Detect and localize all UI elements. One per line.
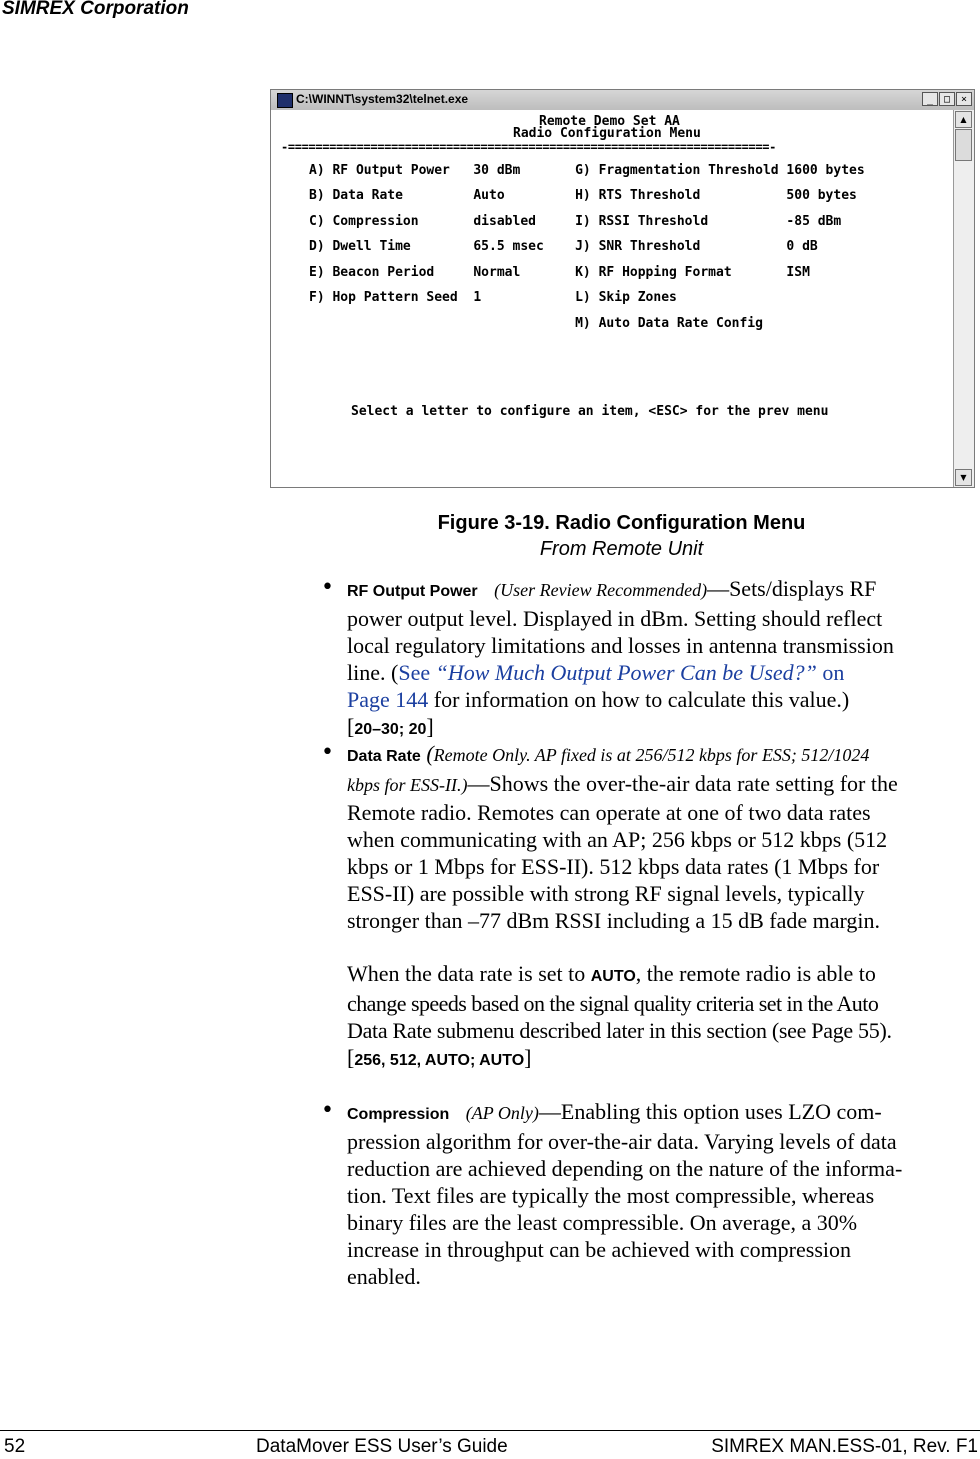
rate-line: change speeds based on the signal quality criteria set in the Auto (347, 991, 879, 1016)
bullet-icon: • (321, 1098, 334, 1123)
footer-guide-title: DataMover ESS User’s Guide (256, 1436, 508, 1457)
menu-row-c: C) Compression disabled I) RSSI Threshold -85 dBm (309, 214, 842, 229)
vertical-scrollbar[interactable] (953, 110, 974, 487)
menu-row-m: M) Auto Data Rate Config (309, 316, 763, 331)
bullet-icon: • (321, 740, 334, 765)
data-rate-label: Data Rate (347, 748, 421, 765)
menu-row-f: F) Hop Pattern Seed 1 L) Skip Zones (309, 290, 677, 305)
auto-keyword: AUTO (590, 968, 636, 985)
xref-link[interactable]: “How Much Output Power Can be Used?” (435, 660, 817, 685)
running-header: SIMREX Corporation (2, 0, 189, 19)
comp-line: pression algorithm for over-the-air data. Varying levels of data (347, 1129, 897, 1154)
rf-range: 20–30; 20 (354, 721, 427, 738)
page-number: 52 (4, 1436, 26, 1457)
terminal-line-title: Remote Demo Set AA (539, 114, 680, 129)
menu-row-b: B) Data Rate Auto H) RTS Threshold 500 bytes (309, 188, 857, 203)
bullet-icon: • (321, 575, 334, 600)
xref-link[interactable]: See (398, 660, 436, 685)
scroll-up-icon[interactable]: ▲ (955, 111, 972, 128)
paren: ( (426, 741, 434, 766)
rf-output-power-label: RF Output Power (347, 583, 478, 600)
compression-label: Compression (347, 1106, 450, 1123)
rate-line: stronger than –77 dBm RSSI including a 15 dB fade margin. (347, 908, 881, 933)
comp-line: tion. Text files are typically the most compressible, whereas (347, 1183, 875, 1208)
terminal-line-menu-name: Radio Configuration Menu (513, 126, 701, 141)
rf-line: local regulatory limitations and losses in antenna transmission (347, 633, 894, 658)
menu-row-e: E) Beacon Period Normal K) RF Hopping Format ISM (309, 265, 810, 280)
terminal-prompt: Select a letter to configure an item, <ESC> for the prev menu (351, 404, 829, 419)
menu-row-d: D) Dwell Time 65.5 msec J) SNR Threshold 0 dB (309, 239, 818, 254)
minimize-button[interactable]: _ (922, 92, 938, 106)
figure-subcaption: From Remote Unit (539, 538, 704, 560)
rf-line: for information on how to calculate this value.) (428, 687, 850, 712)
terminal-screen[interactable] (271, 110, 951, 487)
rate-line: Remote radio. Remotes can operate at one of two data rates (347, 800, 871, 825)
xref-link[interactable]: Page 144 (347, 687, 429, 712)
rf-line: —Sets/displays RF (707, 576, 877, 601)
data-rate-item (347, 740, 979, 934)
data-rate-auto-paragraph (347, 960, 979, 1074)
close-button[interactable]: × (956, 92, 972, 106)
comp-line: enabled. (347, 1264, 421, 1289)
rate-line: When the data rate is set to (347, 961, 591, 986)
terminal-rule: -======================================================================- (281, 140, 776, 154)
rf-note: (User Review Recommended) (494, 580, 708, 600)
window-title: C:\WINNT\system32\telnet.exe (296, 92, 469, 106)
window-titlebar[interactable] (271, 90, 974, 110)
rate-note: Remote Only. AP fixed is at 256/512 kbps for ESS; 512/1024 (433, 745, 870, 765)
scroll-thumb[interactable] (955, 129, 972, 161)
comp-note: (AP Only) (465, 1103, 539, 1123)
figure-caption: Figure 3-19. Radio Configuration Menu (437, 512, 806, 534)
scroll-down-icon[interactable]: ▼ (955, 469, 972, 486)
rate-line: kbps or 1 Mbps for ESS-II). 512 kbps data rates (1 Mbps for (347, 854, 880, 879)
rate-range: 256, 512, AUTO; AUTO (354, 1052, 525, 1069)
bracket: ] (524, 1045, 532, 1070)
rate-line: ESS-II) are possible with strong RF signal levels, typically (347, 881, 865, 906)
rate-note: kbps for ESS-II.) (347, 775, 468, 795)
xref-link[interactable]: on (816, 660, 845, 685)
rate-line: —Shows the over-the-air data rate setting for the (467, 771, 898, 796)
rate-line: when communicating with an AP; 256 kbps or 512 kbps (512 (347, 827, 888, 852)
comp-line: binary files are the least compressible. On average, a 30% (347, 1210, 858, 1235)
bracket: ] (426, 714, 434, 739)
rate-line: , the remote radio is able to (635, 961, 876, 986)
bracket: [ (347, 714, 355, 739)
rate-line: Data Rate submenu described later in this section (see Page 55). (347, 1018, 892, 1043)
menu-row-a: A) RF Output Power 30 dBm G) Fragmentation Threshold 1600 bytes (309, 163, 865, 178)
footer-doc-number: SIMREX MAN.ESS-01, Rev. F1 (711, 1436, 978, 1457)
bracket: [ (347, 1045, 355, 1070)
maximize-button[interactable]: □ (939, 92, 955, 106)
console-icon (277, 93, 293, 108)
comp-line: increase in throughput can be achieved with compression (347, 1237, 852, 1262)
compression-item (347, 1098, 979, 1290)
comp-line: —Enabling this option uses LZO com- (538, 1099, 882, 1124)
rf-line: power output level. Displayed in dBm. Setting should reflect (347, 606, 883, 631)
telnet-window[interactable] (270, 89, 975, 488)
comp-line: reduction are achieved depending on the nature of the informa- (347, 1156, 903, 1181)
rf-line: line. ( (347, 660, 399, 685)
rf-output-power-item (347, 575, 979, 743)
footer-rule (0, 1430, 980, 1431)
